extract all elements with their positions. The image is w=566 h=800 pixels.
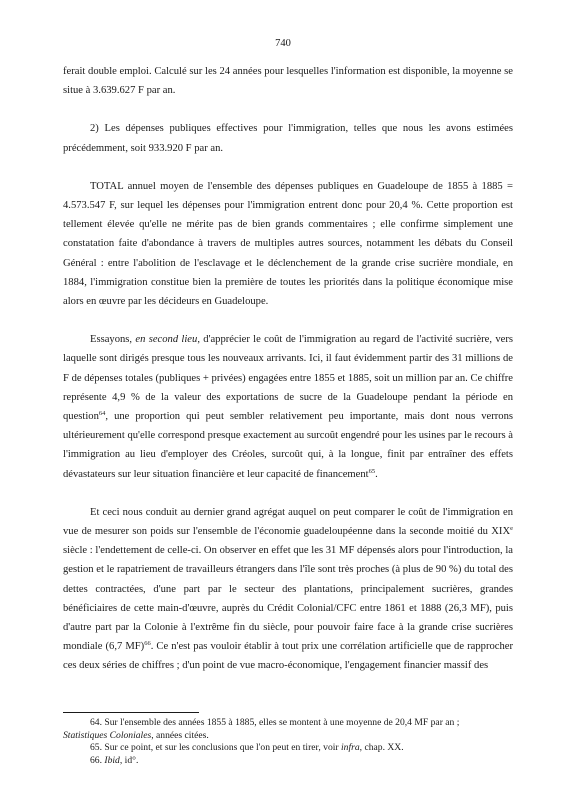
- footnote-text: 65. Sur ce point, et sur les conclusions que l'on peut en tirer, voir: [90, 742, 341, 754]
- text-run: siècle : l'endettement de celle-ci. On observer en effet que les 31 MF dépensés alors pour l'introduction, la gestion et le rapatriement de travailleurs étrangers dans l'île sont très proches (à plus de 90 %) du total des dettes contractées, d'une part par le secteur des plantations, principalement sucrières, grandes bénéficiaires de cette main-d'œuvre, auprès du Crédit Colonial/CFC entre 1861 et 1888 (26,3 MF), puis d'autre part par la Colonie à l'extrême fin du siècle, pour pouvoir faire face à la grande crise sucrières mondiale (6,7 MF): [63, 545, 513, 653]
- text-run: , d'apprécier le coût de l'immigration au regard de l'activité sucrière, vers laquelle sont dirigés presque tous les nouveaux arrivants. Ici, il faut évidemment partir des 31 millions de F de dépenses totales (publiques + privées) engagées entre 1855 et 1885, soit un million par an. Ce chiffre représente 4,9 % de la valeur des exportations de sucre de la Guadeloupe pendant la période en question: [63, 334, 513, 423]
- footnote-text: 66.: [90, 754, 105, 766]
- body-text: [63, 62, 513, 695]
- footnote-ref-64[interactable]: 64: [98, 410, 106, 418]
- footnote-text: , id°.: [119, 754, 139, 766]
- footnote-ref-65[interactable]: 65: [368, 467, 376, 475]
- footnote-text: 64. Sur l'ensemble des années 1855 à 1885, elles se montent à une moyenne de 20,4 MF par an ;: [90, 717, 460, 728]
- footnote-text: , années citées.: [151, 729, 209, 741]
- paragraph-total: TOTAL annuel moyen de l'ensemble des dépenses publiques en Guadeloupe de 1855 à 1885 = 4.573.547 F, sur lequel les dépenses pour l'immigration entrent donc pour 20,4 %. Cette proportion est tellement élevée qu'elle ne mérite pas de bien grands commentaires ; elle confirme simplement une constatation faite d'abondance à travers de multiples autres sources, notamment les débats du Conseil Général : entre l'abolition de l'esclavage et le déclenchement de la grande crise sucrière mondiale, en 1884, l'immigration constitue bien la première de toutes les priorités dans la politique économique mise alors en œuvre par les décideurs en Guadeloupe.: [63, 180, 513, 308]
- footnote-separator: [63, 712, 199, 713]
- page-number: 740: [275, 38, 291, 49]
- footnote-ref-66[interactable]: 66: [144, 640, 151, 648]
- paragraph-continuation: ferait double emploi. Calculé sur les 24 années pour lesquelles l'information est disponible, la moyenne se situe à 3.639.627 F par an.: [63, 66, 513, 97]
- text-run: , une proportion qui peut sembler relativement peu importante, mais dont nous verrons ultérieurement qu'elle correspond presque exactement au surcoût engendré pour les usines par le recours à l'immigration au lieu d'employer des Créoles, surcoût qui, à la longue, finit par entraîner des effets dévastateurs sur leur situation financière et leur capacité de financement: [63, 411, 513, 480]
- italic-run: en second lieu: [135, 334, 198, 346]
- footnote-64-continuation: [63, 730, 513, 743]
- paragraph-public-expenses: 2) Les dépenses publiques effectives pour l'immigration, telles que nous les avons estimées précédemment, soit 933.920 F par an.: [63, 123, 513, 154]
- paragraph-sugar-activity: [63, 330, 513, 484]
- paragraph-debt: [63, 503, 513, 676]
- text-run: Essayons,: [90, 334, 136, 346]
- footnotes: [63, 717, 513, 767]
- footnote-66: [63, 755, 513, 768]
- text-run: . Ce n'est pas vouloir établir à tout prix une corrélation artificielle que de rapprocher ces deux séries de chiffres ; d'un point de vue macro-économique, l'engagement financier massif des: [63, 641, 514, 672]
- text-run: Et ceci nous conduit au dernier grand agrégat auquel on peut comparer le coût de l'immigration en vue de mesurer son poids sur l'ensemble de l'économie guadeloupéenne dans la seconde moitié du XIX: [63, 506, 513, 538]
- footnote-64: [63, 717, 513, 730]
- footnote-italic: Ibid: [104, 754, 120, 766]
- text-run: .: [375, 468, 378, 480]
- century-superscript: e: [510, 525, 513, 533]
- footnote-italic: infra: [341, 742, 360, 754]
- footnote-text: , chap. XX.: [359, 742, 404, 754]
- footnote-65: [63, 742, 513, 755]
- footnote-source: Statistiques Coloniales: [63, 729, 152, 741]
